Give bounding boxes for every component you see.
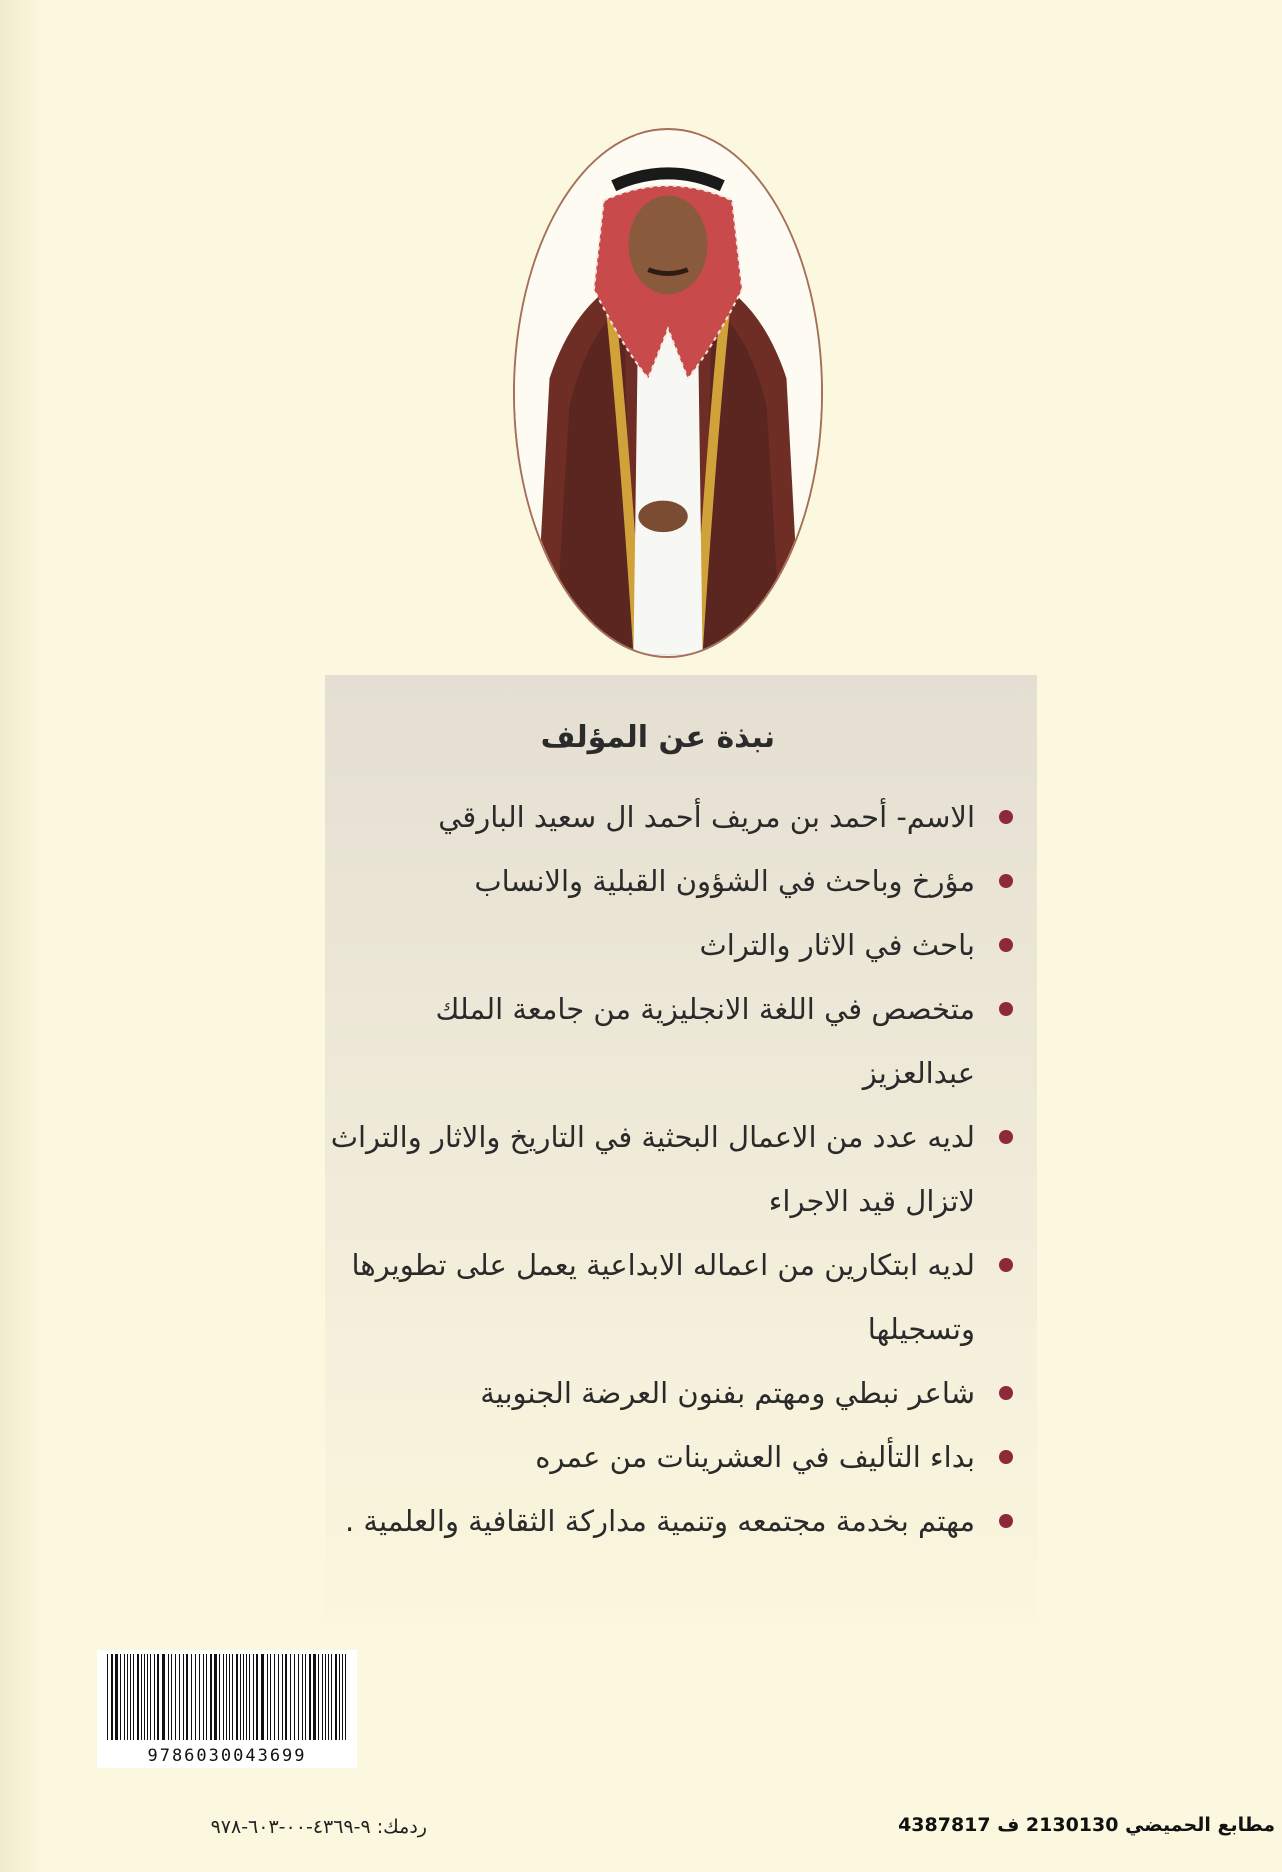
barcode-bar (203, 1654, 204, 1740)
barcode-bar (240, 1654, 241, 1740)
barcode-bar (199, 1654, 200, 1740)
author-portrait-image (515, 130, 821, 656)
barcode-bar (243, 1654, 244, 1740)
barcode-bar (141, 1654, 142, 1740)
barcode-bar (157, 1654, 159, 1740)
author-portrait (513, 128, 823, 658)
isbn-barcode (97, 1650, 357, 1768)
barcode-bar (219, 1654, 220, 1740)
barcode-bar (133, 1654, 134, 1740)
bio-item-historian (325, 849, 1025, 913)
barcode-bar (223, 1654, 224, 1740)
bio-item-text: بداء التأليف في العشرينات من عمره (535, 1440, 975, 1474)
bio-item-heritage (325, 913, 1025, 977)
barcode-bar (298, 1654, 299, 1740)
barcode-bar (318, 1654, 319, 1740)
barcode-bar (147, 1654, 148, 1740)
bullet-icon (999, 1450, 1013, 1464)
barcode-bar (120, 1654, 121, 1740)
barcode-bar (256, 1654, 258, 1740)
barcode-bar (162, 1654, 165, 1740)
barcode-bar (345, 1654, 346, 1740)
barcode-bar (130, 1654, 131, 1740)
barcode-bar (325, 1654, 326, 1740)
barcode-bar (322, 1654, 323, 1740)
barcode-bar (261, 1654, 264, 1740)
barcode-bar (331, 1654, 332, 1740)
bio-item-inventions (325, 1233, 1025, 1361)
barcode-bar (195, 1654, 196, 1740)
barcode-bar (294, 1654, 295, 1740)
bio-item-poet (325, 1361, 1025, 1425)
bio-list (325, 785, 1025, 1553)
bio-title: نبذة عن المؤلف (540, 720, 775, 755)
bio-item-name (325, 785, 1025, 849)
bio-item-text: لديه ابتكارين من اعماله الابداعية يعمل على تطويرها وتسجيلها (351, 1248, 975, 1346)
barcode-bar (278, 1654, 279, 1740)
barcode-bar (313, 1654, 316, 1740)
barcode-digits: 9786030043699 (147, 1746, 307, 1766)
barcode-bar (267, 1654, 268, 1740)
bullet-icon (999, 874, 1013, 888)
barcode-bar (107, 1654, 108, 1740)
barcode-bar (290, 1654, 291, 1740)
barcode-bar (285, 1654, 287, 1740)
bio-item-text: مؤرخ وباحث في الشؤون القبلية والانساب (474, 864, 975, 898)
barcode-bar (127, 1654, 128, 1740)
barcode-bar (183, 1654, 184, 1740)
bio-item-community (325, 1489, 1025, 1553)
bio-item-authoring (325, 1425, 1025, 1489)
barcode-bar (246, 1654, 247, 1740)
barcode-bar (226, 1654, 227, 1740)
barcode-bar (115, 1654, 118, 1740)
bio-item-text: باحث في الاثار والتراث (699, 928, 975, 962)
bullet-icon (999, 1386, 1013, 1400)
bio-item-text: لديه عدد من الاعمال البحثية في التاريخ والاثار والتراث لاتزال قيد الاجراء (330, 1120, 975, 1218)
barcode-bar (249, 1654, 250, 1740)
barcode-bar (339, 1654, 340, 1740)
barcode-bar (236, 1654, 238, 1740)
barcode-bar (274, 1654, 275, 1740)
bio-item-english (325, 977, 1025, 1105)
barcode-bar (179, 1654, 180, 1740)
bio-item-text: متخصص في اللغة الانجليزية من جامعة الملك عبدالعزيز (435, 992, 975, 1090)
barcode-bar (175, 1654, 176, 1740)
barcode-bar (137, 1654, 139, 1740)
barcode-bar (335, 1654, 337, 1740)
barcode-bar (168, 1654, 169, 1740)
bio-item-text: شاعر نبطي ومهتم بفنون العرضة الجنوبية (480, 1376, 975, 1410)
bio-item-text: مهتم بخدمة مجتمعه وتنمية مداركة الثقافية والعلمية . (344, 1504, 975, 1538)
barcode-bar (214, 1654, 217, 1740)
bio-item-text: الاسم- أحمد بن مريف أحمد ال سعيد البارقي (438, 800, 975, 834)
isbn-number: ردمك: ٩-٤٣٦٩-٠٠-٦٠٣-٩٧٨ (210, 1816, 427, 1838)
bullet-icon (999, 1130, 1013, 1144)
barcode-bar (154, 1654, 155, 1740)
barcode-bar (171, 1654, 172, 1740)
book-spine-edge (0, 0, 40, 1872)
barcode-bars (97, 1650, 357, 1744)
barcode-bar (144, 1654, 145, 1740)
barcode-bar (191, 1654, 192, 1740)
bullet-icon (999, 1002, 1013, 1016)
barcode-bar (186, 1654, 188, 1740)
barcode-bar (206, 1654, 207, 1740)
bullet-icon (999, 938, 1013, 952)
barcode-bar (305, 1654, 306, 1740)
barcode-bar (328, 1654, 329, 1740)
barcode-bar (229, 1654, 230, 1740)
bullet-icon (999, 1258, 1013, 1272)
barcode-bar (253, 1654, 254, 1740)
barcode-bar (282, 1654, 283, 1740)
bullet-icon (999, 810, 1013, 824)
barcode-bar (302, 1654, 303, 1740)
barcode-bar (124, 1654, 125, 1740)
barcode-bar (210, 1654, 212, 1740)
printer-info: مطابع الحميضي 2130130 ف 4387817 (898, 1814, 1275, 1836)
bullet-icon (999, 1514, 1013, 1528)
bio-item-research (325, 1105, 1025, 1233)
barcode-bar (342, 1654, 343, 1740)
barcode-bar (150, 1654, 151, 1740)
barcode-bar (309, 1654, 311, 1740)
barcode-bar (232, 1654, 233, 1740)
barcode-bar (270, 1654, 271, 1740)
barcode-bar (111, 1654, 113, 1740)
